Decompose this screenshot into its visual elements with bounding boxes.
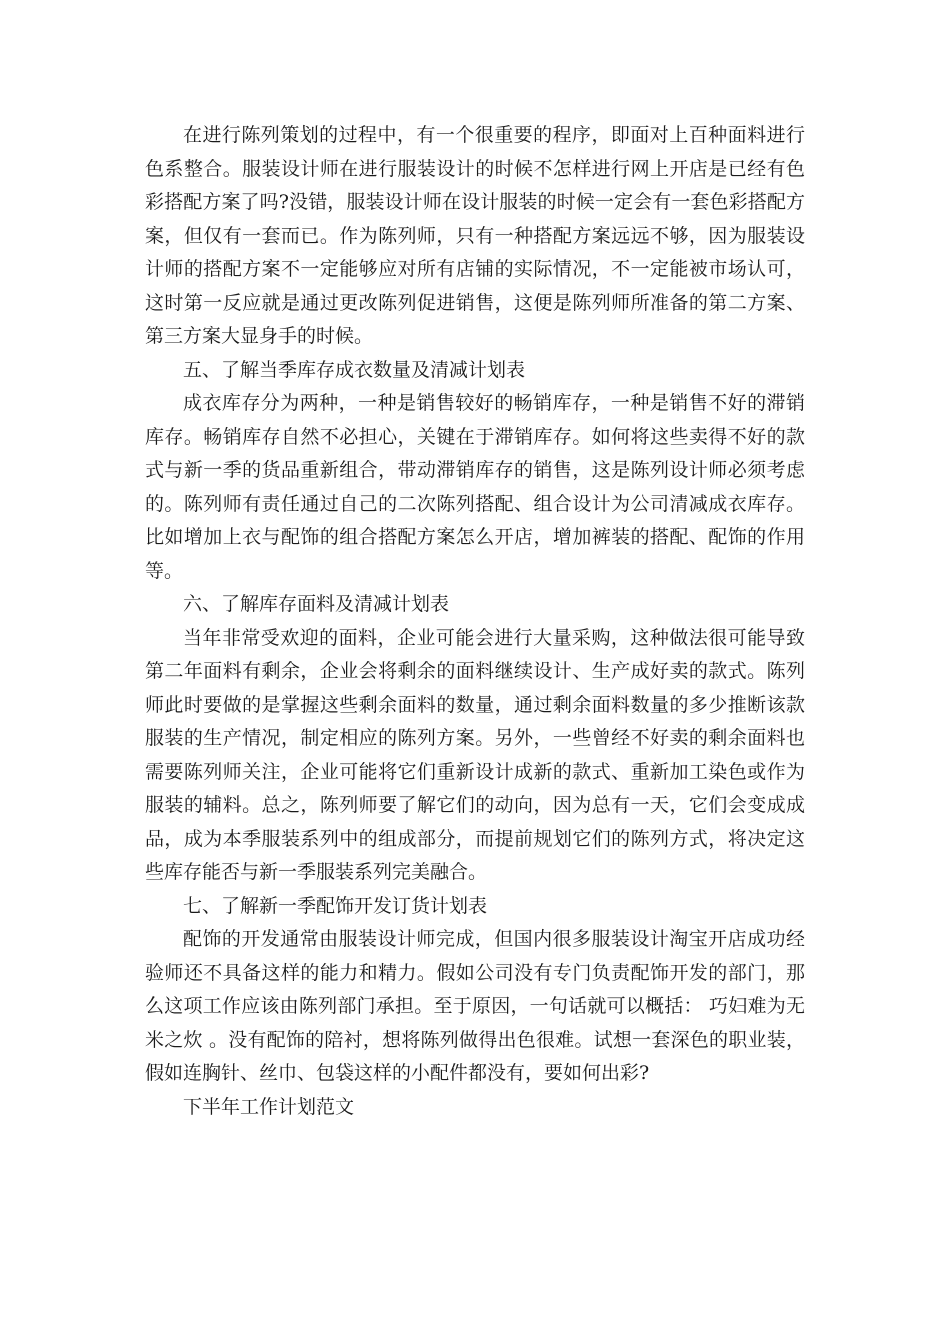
document-body bbox=[145, 119, 805, 1124]
paragraph-accessory-development: 配饰的开发通常由服装设计师完成，但国内很多服装设计淘宝开店成功经验师还不具备这样的能力和精力。假如公司没有专门负责配饰开发的部门，那么这项工作应该由陈列部门承担。至于原因，一句话就可以概括： 巧妇难为无米之炊 。没有配饰的陪衬，想将陈列做得出色很难。试想一套深色的职业装，假如连胸针、丝巾、包袋这样的小配件都没有，要如何出彩? bbox=[145, 928, 805, 1084]
section-heading-5: 五、了解当季库存成衣数量及清减计划表 bbox=[183, 358, 526, 381]
paragraph-garment-inventory: 成衣库存分为两种，一种是销售较好的畅销库存，一种是销售不好的滞销库存。畅销库存自然不必担心，关键在于滞销库存。如何将这些卖得不好的款式与新一季的货品重新组合，带动滞销库存的销售，这是陈列设计师必须考虑的。陈列师有责任通过自己的二次陈列搭配、组合设计为公司清减成衣库存。比如增加上衣与配饰的组合搭配方案怎么开店，增加裤装的搭配、配饰的作用等。 bbox=[145, 392, 805, 582]
paragraph-fabric-inventory: 当年非常受欢迎的面料，企业可能会进行大量采购，这种做法很可能导致第二年面料有剩余，企业会将剩余的面料继续设计、生产成好卖的款式。陈列师此时要做的是掌握这些剩余面料的数量，通过剩余面料数量的多少推断该款服装的生产情况，制定相应的陈列方案。另外，一些曾经不好卖的剩余面料也需要陈列师关注，企业可能将它们重新设计成新的款式、重新加工染色或作为服装的辅料。总之，陈列师要了解它们的动向，因为总有一天，它们会变成成品，成为本季服装系列中的组成部分，而提前规划它们的陈列方式，将决定这些库存能否与新一季服装系列完美融合。 bbox=[145, 626, 805, 883]
paragraph-color-integration: 在进行陈列策划的过程中，有一个很重要的程序，即面对上百种面料进行色系整合。服装设计师在进行服装设计的时候不怎样进行网上开店是已经有色彩搭配方案了吗?没错，服装设计师在设计服装的时候一定会有一套色彩搭配方案，但仅有一套而已。作为陈列师，只有一种搭配方案远远不够，因为服装设计师的搭配方案不一定能够应对所有店铺的实际情况，不一定能被市场认可，这时第一反应就是通过更改陈列促进销售，这便是陈列师所准备的第二方案、第三方案大显身手的时候。 bbox=[145, 124, 805, 347]
section-heading-work-plan: 下半年工作计划范文 bbox=[183, 1095, 355, 1118]
section-heading-6: 六、了解库存面料及清减计划表 bbox=[183, 593, 450, 615]
section-heading-7: 七、了解新一季配饰开发订货计划表 bbox=[183, 894, 488, 917]
